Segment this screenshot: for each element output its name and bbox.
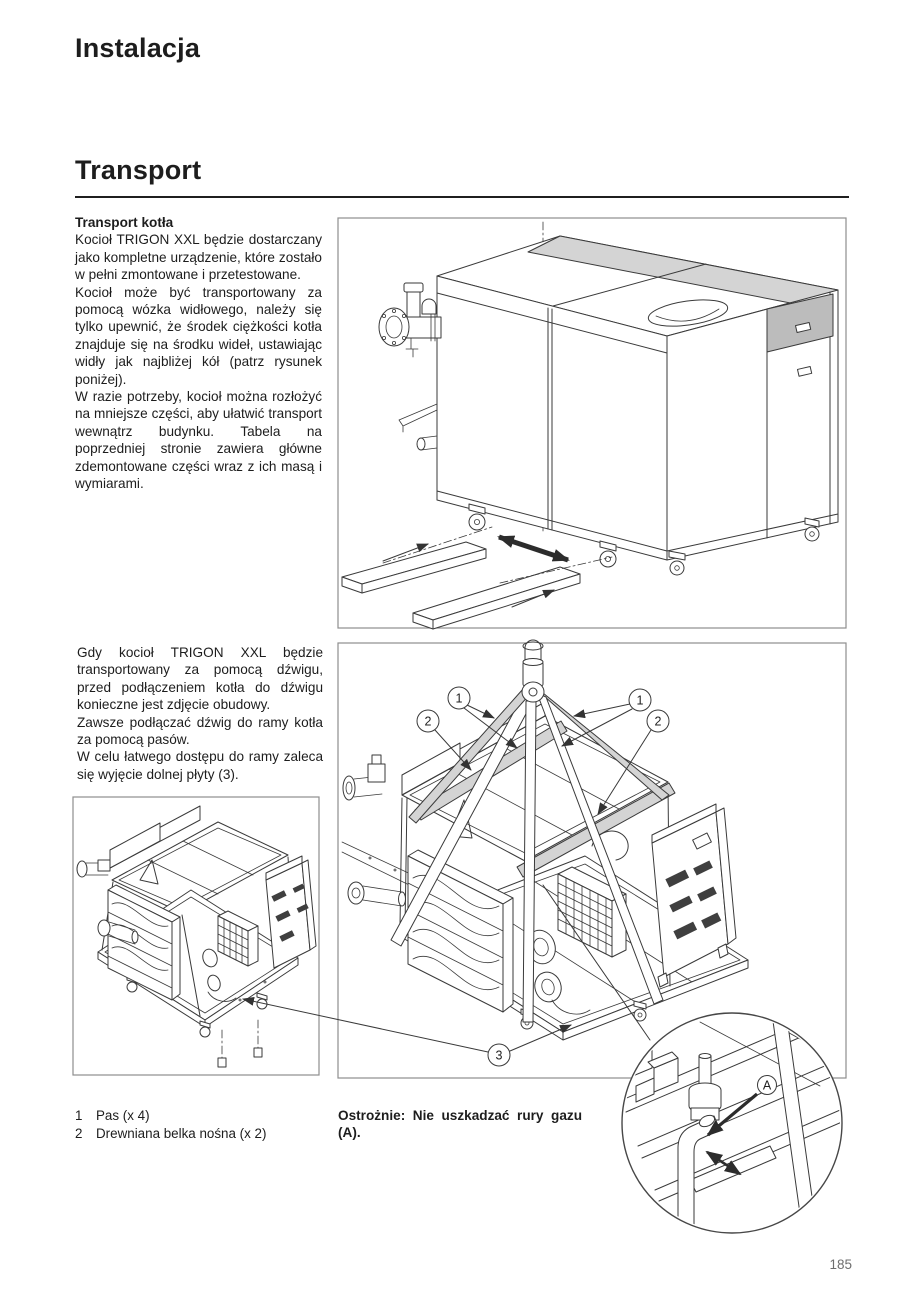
legend-item-number: 2 bbox=[75, 1125, 83, 1141]
figure3-dismantled-boiler-illustration bbox=[77, 806, 316, 1067]
callout-3-label: 3 bbox=[495, 1048, 503, 1063]
crane-shackle bbox=[522, 640, 544, 702]
caster bbox=[600, 541, 616, 567]
callout-1-left-label: 1 bbox=[455, 691, 463, 706]
intro-subheading: Transport kotła bbox=[75, 215, 174, 230]
legend-item-strap bbox=[75, 1107, 266, 1125]
gas-valve-knob bbox=[422, 299, 436, 314]
caster bbox=[200, 1021, 210, 1037]
callout-2-left-label: 2 bbox=[424, 714, 432, 729]
double-arrow bbox=[499, 537, 568, 560]
page-number: 185 bbox=[829, 1257, 852, 1272]
gas-stub bbox=[343, 755, 406, 906]
intro-text-block bbox=[75, 214, 322, 493]
control-cabinet bbox=[266, 856, 316, 968]
anchor-bolt bbox=[218, 1058, 226, 1067]
intro-paragraph-3: W razie potrzeby, kocioł można rozłożyć na mniejsze części, aby ułatwić transport wewnątrz budynku. Tabela na poprzedniej stronie zawiera główne zdemontowane części wraz z ich masą i wymiarami. bbox=[75, 389, 322, 492]
callout-1-right-label: 1 bbox=[636, 693, 644, 708]
callout-2-right-label: 2 bbox=[654, 714, 662, 729]
caster bbox=[669, 551, 685, 575]
gas-train bbox=[379, 283, 441, 450]
intro-paragraph-1: Kocioł TRIGON XXL będzie dostarczany jako kompletne urządzenie, które zostało w pełni zmontowane i przetestowane. bbox=[75, 232, 322, 283]
heat-exchanger-stack bbox=[408, 850, 513, 1012]
legend-item-beam bbox=[75, 1125, 266, 1143]
caster bbox=[805, 518, 819, 541]
crane-paragraph-2: Zawsze podłączać dźwig do ramy kotła za pomocą pasów. bbox=[77, 714, 323, 748]
caster bbox=[469, 504, 485, 530]
figure-legend bbox=[75, 1107, 266, 1142]
bottom-plate-leader bbox=[243, 999, 488, 1052]
gas-valve-stem bbox=[407, 291, 420, 317]
heat-exchanger-stack bbox=[108, 885, 180, 1000]
crane-paragraph-3: W celu łatwego dostępu do ramy zaleca się wyjęcie dolnej płyty (3). bbox=[77, 749, 323, 782]
legend-item-label: Pas (x 4) bbox=[96, 1108, 150, 1123]
caster bbox=[257, 993, 267, 1009]
gas-flange bbox=[379, 308, 409, 346]
crane-paragraph-1: Gdy kocioł TRIGON XXL będzie transportowany za pomocą dźwigu, przed podłączeniem kotła do dźwigu konieczne jest zdjęcie obudowy. bbox=[77, 645, 323, 713]
section-divider bbox=[75, 196, 849, 198]
detail-circle-gas-pipe bbox=[622, 1004, 872, 1233]
forklift-fork-right bbox=[413, 567, 580, 629]
figure2-crane-illustration bbox=[342, 640, 748, 1040]
caster bbox=[634, 1001, 646, 1021]
callout-A-label: A bbox=[762, 1078, 772, 1093]
figure1-forklift-illustration bbox=[342, 222, 838, 629]
intro-paragraph-2: Kocioł może być transportowany za pomocą wózka widłowego, należy się tylko upewnić, że środek ciężkości kotła znajduje się na środku wideł, ustawiając widły jak najbliżej kół (patrz rysunek poniżej). bbox=[75, 284, 322, 387]
section-title: Transport bbox=[75, 155, 202, 185]
chapter-title: Instalacja bbox=[75, 33, 201, 63]
legend-item-label: Drewniana belka nośna (x 2) bbox=[96, 1125, 267, 1141]
side-shelf bbox=[399, 404, 437, 432]
legend-item-number: 1 bbox=[75, 1108, 83, 1123]
anchor-bolt bbox=[254, 1048, 262, 1057]
caution-note: Ostrożnie: Nie uszkadzać rury gazu (A). bbox=[338, 1108, 582, 1141]
crane-text-block bbox=[77, 644, 323, 783]
